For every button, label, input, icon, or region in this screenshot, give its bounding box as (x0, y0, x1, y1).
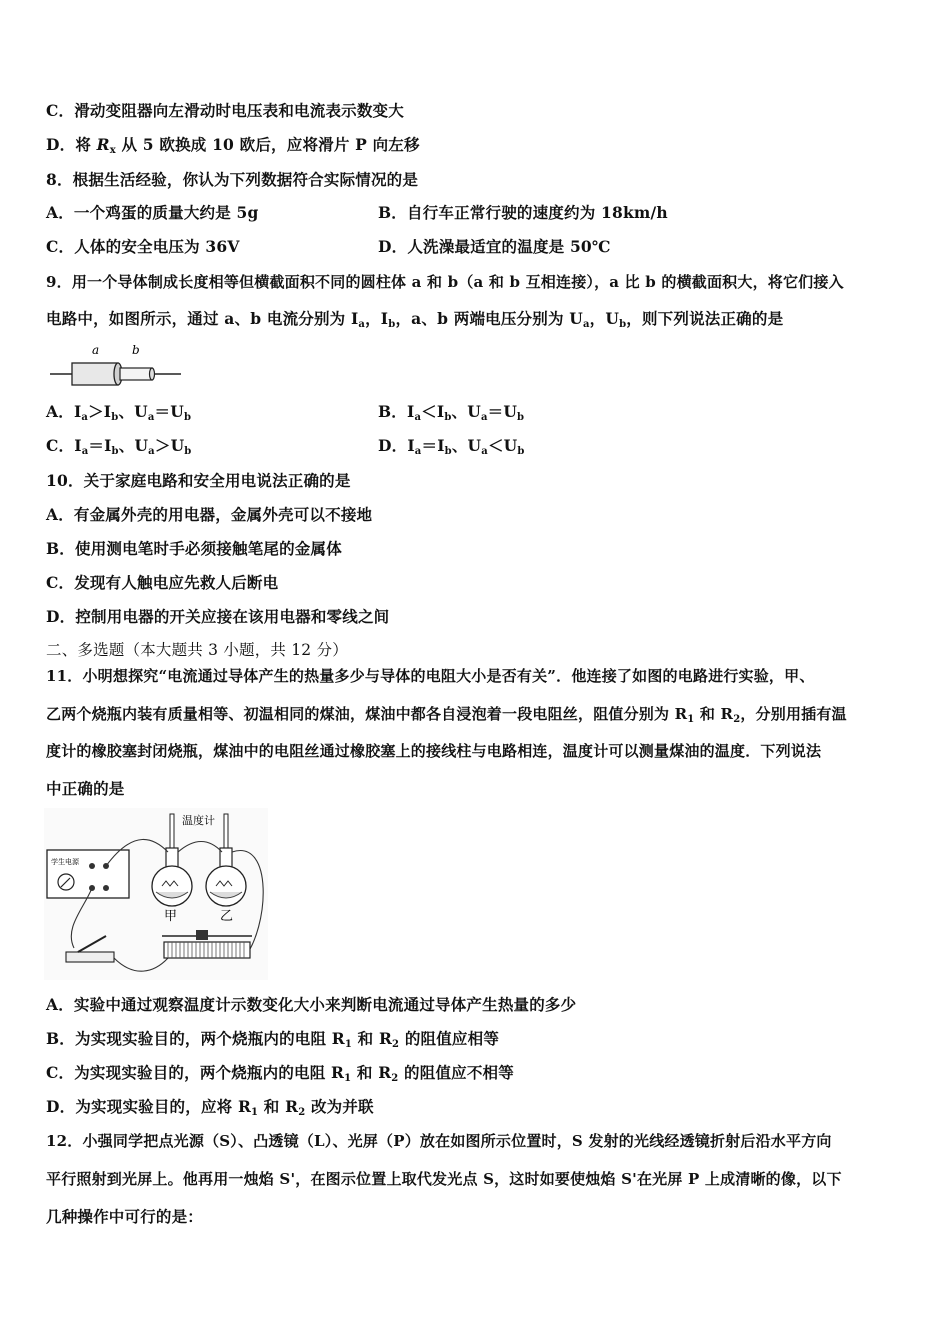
section-title: 二、多选题（本大题共 3 小题，共 12 分） (46, 641, 348, 659)
terminal (103, 885, 109, 891)
q10-option-c: C．发现有人触电应先救人后断电 (46, 573, 279, 592)
q9-stem-line2: 电路中，如图所示，通过 a、b 电流分别为 $I_a$，$I_b$，a、b 两端电压分别为 $U_a$，$U_b$，则下列说法正确的是 (46, 309, 784, 330)
q11-stem-line3: 度计的橡胶塞封闭烧瓶，煤油中的电阻丝通过橡胶塞上的接线柱与电路相连，温度计可以测量煤油的温度．下列说法 (46, 742, 822, 760)
q10-option-d: D．控制用电器的开关应接在该用电器和零线之间 (46, 607, 390, 626)
conductor-figure (48, 340, 183, 392)
label-a: a (92, 343, 100, 357)
rheostat-slider (196, 930, 208, 940)
q9-option-b: B．$I_a<I_b$、$U_a=U_b$ (378, 402, 525, 423)
q11-option-a: A．实验中通过观察温度计示数变化大小来判断电流通过导体产生热量的多少 (46, 995, 577, 1014)
label-b: b (132, 343, 140, 357)
flask-yi-label: 乙 (220, 909, 234, 924)
q12-stem-line3: 几种操作中可行的是： (46, 1207, 204, 1226)
q11-stem-line2: 乙两个烧瓶内装有质量相等、初温相同的煤油，煤油中都各自浸泡着一段电阻丝，阻值分别为 $R_1$ 和 $R_2$，分别用插有温 (46, 705, 847, 725)
q12-stem-line1: 12．小强同学把点光源（S）、凸透镜（L）、光屏（P）放在如图所示位置时，S 发射的光线经透镜折射后沿水平方向 (46, 1132, 832, 1150)
switch (66, 952, 114, 962)
q11-stem-line4: 中正确的是 (46, 779, 125, 798)
flask-jia (152, 866, 192, 906)
q8-option-d: D．人洗澡最适宜的温度是 50℃ (378, 237, 611, 256)
thermometer-label: 温度计 (182, 814, 215, 827)
flask-jia-label: 甲 (164, 909, 178, 924)
cylinder-b (120, 368, 152, 380)
power-supply-label: 学生电源 (51, 858, 79, 866)
q8-option-b: B．自行车正常行驶的速度约为 18km/h (378, 203, 668, 222)
q11-option-d: D．为实现实验目的，应将 $R_1$ 和 $R_2$ 改为并联 (46, 1097, 374, 1118)
q7-option-c: C．滑动变阻器向左滑动时电压表和电流表示数变大 (46, 101, 404, 120)
q9-stem-line1: 9．用一个导体制成长度相等但横截面积不同的圆柱体 a 和 b（a 和 b 互相连接），a 比 b 的横截面积大，将它们接入 (46, 273, 844, 291)
q11-option-b: B．为实现实验目的，两个烧瓶内的电阻 $R_1$ 和 $R_2$ 的阻值应相等 (46, 1029, 500, 1050)
terminal (89, 863, 95, 869)
q9-option-c: C．$I_a=I_b$、$U_a>U_b$ (46, 436, 192, 457)
q8-option-a: A．一个鸡蛋的质量大约是 5g (46, 203, 259, 222)
q8-option-c: C．人体的安全电压为 36V (46, 237, 240, 256)
q10-option-a: A．有金属外壳的用电器，金属外壳可以不接地 (46, 505, 373, 524)
cylinder-b-end (150, 368, 155, 380)
q11-stem-line1: 11．小明想探究“电流通过导体产生的热量多少与导体的电阻大小是否有关”．他连接了如图的电路进行实验，甲、 (46, 667, 815, 685)
cylinder-a (72, 363, 118, 385)
q7-option-d: D．将 $R_x$ 从 5 欧换成 10 欧后，应将滑片 P 向左移 (46, 135, 420, 156)
q11-option-c: C．为实现实验目的，两个烧瓶内的电阻 $R_1$ 和 $R_2$ 的阻值应不相等 (46, 1063, 514, 1084)
q10-stem: 10．关于家庭电路和安全用电说法正确的是 (46, 471, 351, 490)
q8-stem: 8．根据生活经验，你认为下列数据符合实际情况的是 (46, 170, 419, 189)
q10-option-b: B．使用测电笔时手必须接触笔尾的金属体 (46, 539, 342, 558)
circuit-figure (44, 808, 268, 980)
rheostat (164, 942, 250, 958)
q12-stem-line2: 平行照射到光屏上。他再用一烛焰 S'，在图示位置上取代发光点 S，这时如要使烛焰 S'在光屏 P 上成清晰的像，以下 (46, 1170, 842, 1188)
q9-option-a: A．$I_a>I_b$、$U_a=U_b$ (46, 402, 192, 423)
flask-yi (206, 866, 246, 906)
q9-option-d: D．$I_a=I_b$、$U_a<U_b$ (378, 436, 525, 457)
